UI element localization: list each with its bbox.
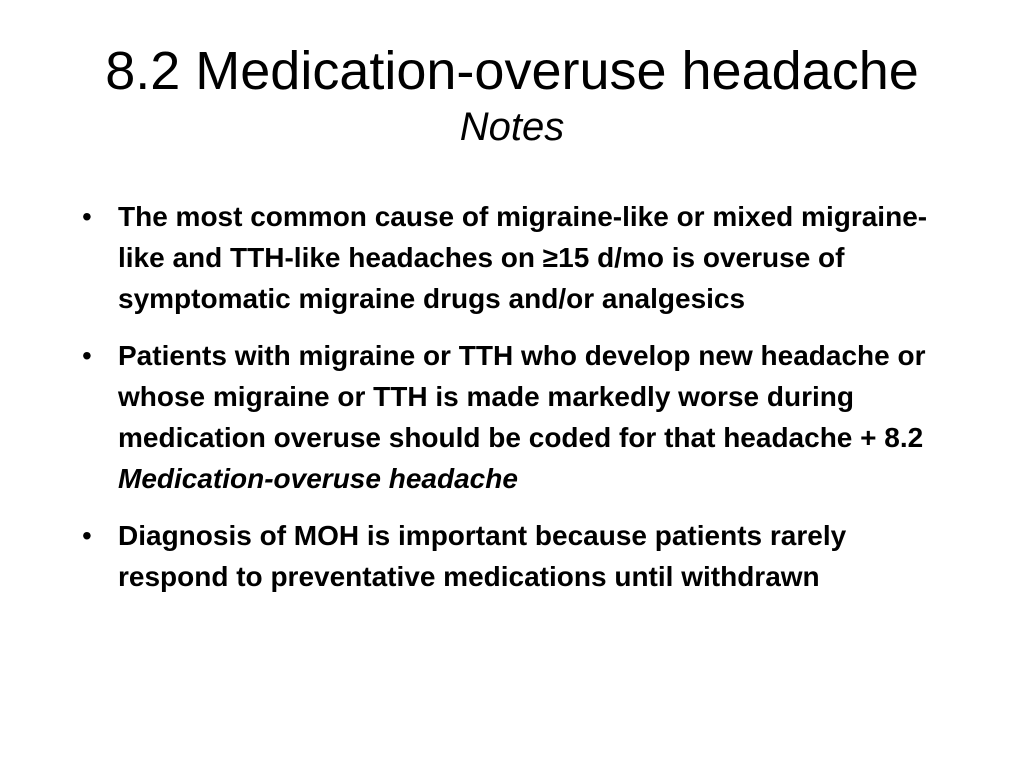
bullet-text: The most common cause of migraine-like or mixed migraine-like and TTH-like headaches on ≥15 d/mo is overuse of symptomatic migraine drugs and/or analgesics	[118, 201, 928, 314]
slide-subtitle: Notes	[459, 105, 565, 149]
slide-title: 8.2 Medication-overuse headache	[105, 41, 919, 101]
bullet-icon: •	[82, 520, 92, 551]
bullet-text: Diagnosis of MOH is important because patients rarely respond to preventative medications until withdrawn	[118, 520, 847, 592]
title-block	[0, 38, 1024, 150]
bullet-icon: •	[82, 340, 92, 371]
bullet-item	[80, 515, 960, 597]
bullet-list	[80, 196, 960, 613]
bullet-text: Patients with migraine or TTH who develop new headache or whose migraine or TTH is made markedly worse during medication overuse should be coded for that headache + 8.2	[118, 340, 926, 453]
bullet-item	[80, 335, 960, 499]
bullet-emphasis: Medication-overuse headache	[118, 463, 518, 494]
bullet-item	[80, 196, 960, 319]
bullet-icon: •	[82, 201, 92, 232]
